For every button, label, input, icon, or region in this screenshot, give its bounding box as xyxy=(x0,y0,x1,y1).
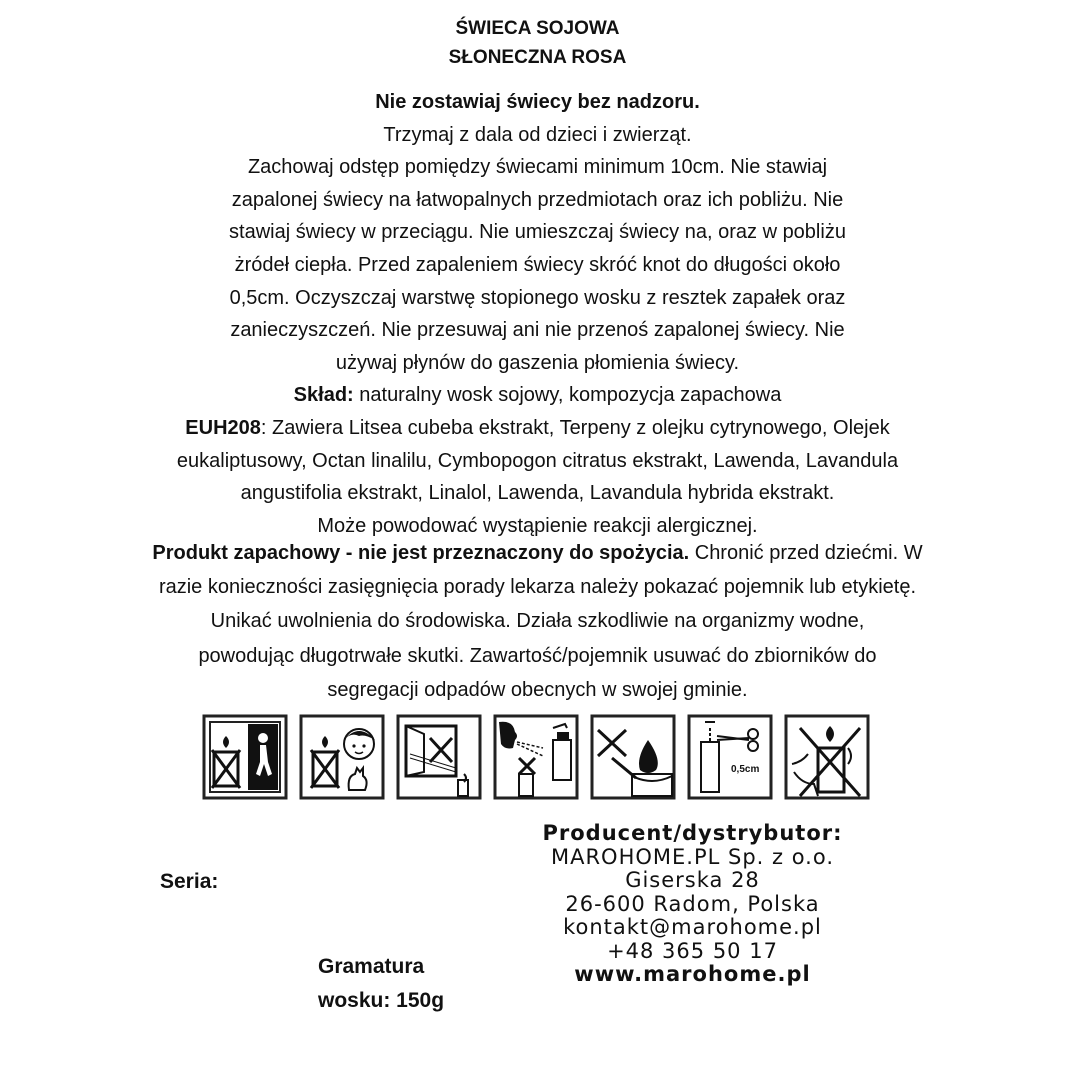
safety-line: używaj płynów do gaszenia płomienia świecy. xyxy=(335,351,740,374)
composition-text: naturalny wosk sojowy, kompozycja zapachowa xyxy=(353,384,782,407)
producer-website: www.marohome.pl xyxy=(574,962,811,986)
batch-label: Seria: xyxy=(160,870,219,893)
safety-line: Zachowaj odstęp pomiędzy świecami minimum 10cm. Nie stawiaj xyxy=(247,156,828,179)
product-name: SŁONECZNA ROSA xyxy=(448,47,627,68)
warning-line: razie konieczności zasięgnięcia porady lekarza należy pokazać pojemnik lub etykietę. xyxy=(158,576,917,599)
euh-label: EUH208 xyxy=(185,416,261,439)
safety-instructions xyxy=(20,86,1055,542)
candle-no-liquids-icon xyxy=(784,714,870,800)
candle-trim-wick-icon xyxy=(687,714,773,800)
producer-company: MAROHOME.PL Sp. z o.o. xyxy=(550,844,835,869)
warning-line: segregacji odpadów obecnych w swojej gminie. xyxy=(327,678,748,701)
candle-children-pets-icon xyxy=(299,714,385,800)
safety-line: żródeł ciepła. Przed zapaleniem świecy skróć knot do długości około xyxy=(234,253,841,276)
candle-draft-window-icon xyxy=(396,714,482,800)
safety-line: stawiaj świecy w przeciągu. Nie umieszczaj świecy na, oraz w pobliżu xyxy=(229,221,846,244)
safety-heading: Nie zostawiaj świecy bez nadzoru. xyxy=(375,91,700,113)
candle-heat-source-icon xyxy=(590,714,676,800)
composition-label: Skład: xyxy=(293,384,354,407)
wick-length-label: 0,5cm xyxy=(731,764,760,775)
product-type: ŚWIECA SOJOWA xyxy=(455,18,620,39)
wax-weight xyxy=(318,950,444,1018)
warning-line: powodując długotrwałe skutki. Zawartość/pojemnik usuwać do zbiorników do xyxy=(198,644,877,667)
warning-line: Unikać uwolnienia do środowiska. Działa szkodliwie na organizmy wodne, xyxy=(210,610,865,633)
euh-line: eukaliptusowy, Octan linalilu, Cymbopogon citratus ekstrakt, Lawenda, Lavandula xyxy=(176,449,899,472)
euh-line: EUH208: Zawiera Litsea cubeba ekstrakt, Terpeny z olejku cytrynowego, Olejek xyxy=(185,416,890,439)
safety-line: Trzymaj z dala od dzieci i zwierząt. xyxy=(383,123,692,146)
candle-flammable-spray-icon xyxy=(493,714,579,800)
producer-street: Giserska 28 xyxy=(625,868,760,892)
euh-line: angustifolia ekstrakt, Linalol, Lawenda, Lavandula hybrida ekstrakt. xyxy=(240,482,835,505)
hazard-warning: Produkt zapachowy - nie jest przeznaczony do spożycia. Chronić przed dziećmi. W razie konieczności zasięgnięcia porady lekarza należy pokazać pojemnik lub etykietę. Unikać uwolnienia do środowiska. Działa szkodliwie na organizmy wodne, powodując długotrwałe skutki. Zawartość/pojemnik usuwać do zbiorników do segregacji odpadów obecnych w swojej gminie. xyxy=(20,536,1055,707)
safety-icons-row xyxy=(202,714,872,802)
candle-unattended-icon xyxy=(202,714,288,800)
producer-heading: Producent/dystrybutor: xyxy=(542,821,843,845)
composition xyxy=(20,379,1055,412)
product-title xyxy=(0,14,1075,72)
safety-line: 0,5cm. Oczyszczaj warstwę stopionego wosku z resztek zapałek oraz xyxy=(229,286,846,309)
warning-bold: Produkt zapachowy - nie jest przeznaczony do spożycia. xyxy=(152,542,690,564)
producer-city: 26-600 Radom, Polska xyxy=(565,891,820,916)
wax-weight-value: wosku: 150g xyxy=(318,989,445,1012)
producer-email: kontakt@marohome.pl xyxy=(563,915,822,939)
allergy-note: Może powodować wystąpienie reakcji alergicznej. xyxy=(317,514,758,537)
producer-phone: +48 365 50 17 xyxy=(607,938,778,963)
wax-weight-label: Gramatura xyxy=(318,955,425,978)
producer-info xyxy=(500,822,885,987)
safety-line: zanieczyszczeń. Nie przesuwaj ani nie przenoś zapalonej świecy. Nie xyxy=(230,319,845,342)
safety-line: zapalonej świecy na łatwopalnych przedmiotach oraz ich pobliżu. Nie xyxy=(231,188,844,211)
